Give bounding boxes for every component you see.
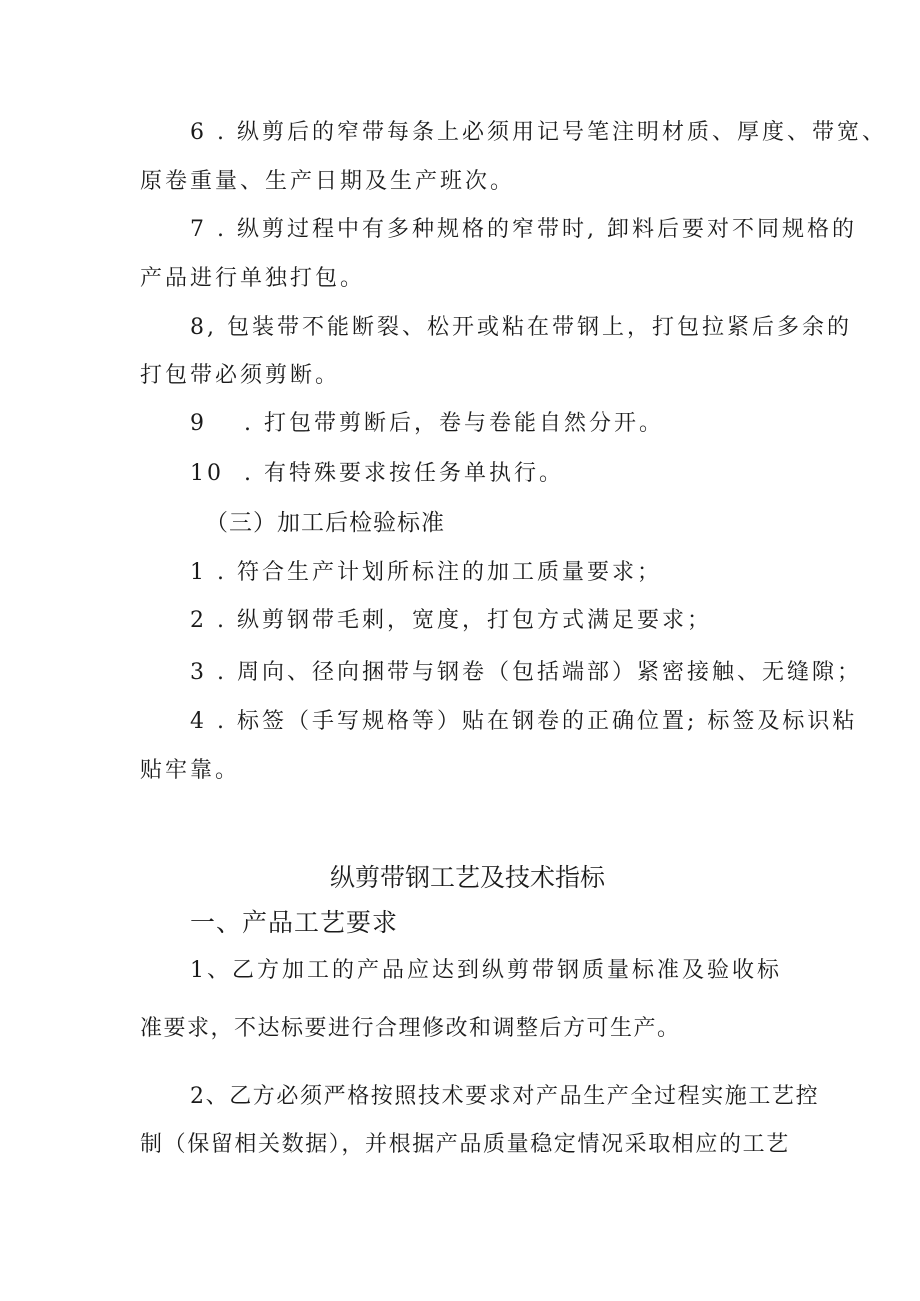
paragraph-line: 1 . 符合生产计划所标注的加工质量要求； [190, 560, 662, 585]
item-number: 10 [190, 461, 224, 486]
paragraph-line: 2 . 纵剪钢带毛刺，宽度，打包方式满足要求； [190, 608, 712, 633]
paragraph-line: 准要求，不达标要进行合理修改和调整后方可生产。 [140, 1016, 681, 1041]
paragraph-line: 打包带必须剪断。 [140, 363, 341, 388]
paragraph-line: 2、乙方必须严格按照技术要求对产品生产全过程实施工艺控 [190, 1084, 820, 1109]
paragraph-line: 3 . 周向、径向捆带与钢卷（包括端部）紧密接触、无缝隙； [190, 660, 862, 685]
paragraph-line: 8, 包装带不能断裂、松开或粘在带钢上，打包拉紧后多余的 [190, 315, 852, 340]
section-heading: （三）加工后检验标准 [205, 510, 445, 536]
page-title: 纵剪带钢工艺及技术指标 [330, 863, 606, 892]
paragraph-line: 4 . 标签（手写规格等）贴在钢卷的正确位置; 标签及标识粘 [190, 709, 858, 734]
paragraph-line: 1、乙方加工的产品应达到纵剪带钢质量标准及验收标 [190, 958, 782, 983]
section-heading: 一、产品工艺要求 [190, 908, 399, 937]
paragraph-line: . 打包带剪断后，卷与卷能自然分开。 [244, 411, 664, 436]
paragraph-line: 产品进行单独打包。 [140, 266, 366, 291]
paragraph-line: . 有特殊要求按任务单执行。 [244, 461, 564, 486]
paragraph-line: 原卷重量、生产日期及生产班次。 [140, 169, 516, 194]
paragraph-line: 贴牢靠。 [140, 758, 241, 783]
paragraph-line: 7 . 纵剪过程中有多种规格的窄带时, 卸料后要对不同规格的 [190, 217, 857, 242]
paragraph-line: 制（保留相关数据），并根据产品质量稳定情况采取相应的工艺 [140, 1132, 790, 1157]
item-number: 9 [190, 411, 207, 436]
paragraph-line: 6 . 纵剪后的窄带每条上必须用记号笔注明材质、厚度、带宽、 [190, 120, 887, 145]
